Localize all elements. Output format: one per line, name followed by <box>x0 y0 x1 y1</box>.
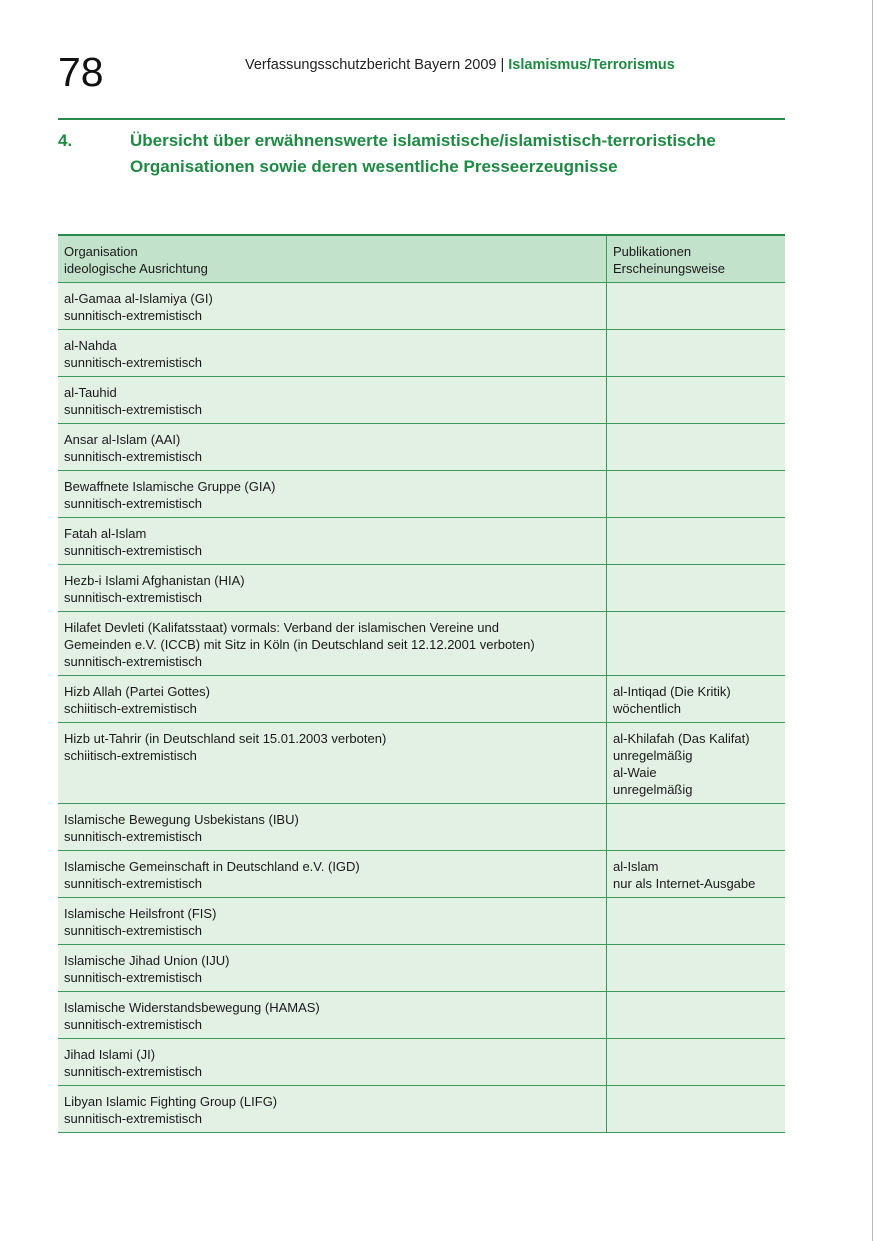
organizations-table <box>58 234 785 1133</box>
organisation-line: Islamische Bewegung Usbekistans (IBU) <box>64 812 299 827</box>
publication-cell <box>607 330 785 376</box>
organisation-cell <box>58 424 607 470</box>
page-edge-line <box>872 0 873 1241</box>
organisation-line: al-Tauhid <box>64 385 117 400</box>
page-number: 78 <box>58 49 104 95</box>
organisation-line: sunnitisch-extremistisch <box>64 1017 202 1032</box>
publication-cell <box>607 804 785 850</box>
publication-cell <box>607 945 785 991</box>
organisation-line: sunnitisch-extremistisch <box>64 355 202 370</box>
table-row <box>58 945 785 992</box>
organisation-line: sunnitisch-extremistisch <box>64 970 202 985</box>
table-row <box>58 1086 785 1133</box>
table-row <box>58 723 785 804</box>
organisation-cell <box>58 945 607 991</box>
publication-line: wöchentlich <box>613 701 681 716</box>
publication-line: nur als Internet-Ausgabe <box>613 876 756 891</box>
publication-line: al-Islam <box>613 859 659 874</box>
organisation-cell <box>58 898 607 944</box>
organisation-line: sunnitisch-extremistisch <box>64 1111 202 1126</box>
organisation-line: Gemeinden e.V. (ICCB) mit Sitz in Köln (in Deutschland seit 12.12.2001 verboten) <box>64 637 535 652</box>
organisation-line: Ansar al-Islam (AAI) <box>64 432 181 447</box>
section-number: 4. <box>58 131 73 150</box>
organisation-line: Hizb Allah (Partei Gottes) <box>64 684 210 699</box>
publication-cell <box>607 565 785 611</box>
table-row <box>58 330 785 377</box>
section-heading-line: Übersicht über erwähnenswerte islamistische/islamistisch-terroristische <box>130 131 716 150</box>
table-row <box>58 518 785 565</box>
organisation-line: sunnitisch-extremistisch <box>64 449 202 464</box>
table-row <box>58 851 785 898</box>
header-rule <box>58 118 785 120</box>
table-row <box>58 377 785 424</box>
organisation-line: Islamische Heilsfront (FIS) <box>64 906 217 921</box>
organisation-line: Islamische Gemeinschaft in Deutschland e.V. (IGD) <box>64 859 360 874</box>
section-heading <box>130 128 790 180</box>
organisation-line: Islamische Widerstandsbewegung (HAMAS) <box>64 1000 320 1015</box>
publication-cell <box>607 518 785 564</box>
table-row <box>58 804 785 851</box>
header-cell-publikationen <box>607 236 785 282</box>
organisation-line: sunnitisch-extremistisch <box>64 590 202 605</box>
organisation-line: al-Gamaa al-Islamiya (GI) <box>64 291 213 306</box>
publication-cell <box>607 283 785 329</box>
organisation-line: al-Nahda <box>64 338 117 353</box>
organisation-line: schiitisch-extremistisch <box>64 701 197 716</box>
table-row <box>58 612 785 676</box>
organisation-line: sunnitisch-extremistisch <box>64 543 202 558</box>
table-row <box>58 676 785 723</box>
organisation-line: sunnitisch-extremistisch <box>64 923 202 938</box>
running-head <box>245 56 675 74</box>
publication-cell <box>607 1039 785 1085</box>
organisation-line: Bewaffnete Islamische Gruppe (GIA) <box>64 479 276 494</box>
organisation-line: Jihad Islami (JI) <box>64 1047 156 1062</box>
organisation-line: sunnitisch-extremistisch <box>64 1064 202 1079</box>
organisation-line: sunnitisch-extremistisch <box>64 654 202 669</box>
organisation-line: sunnitisch-extremistisch <box>64 829 202 844</box>
organisation-cell <box>58 804 607 850</box>
organisation-cell <box>58 1086 607 1132</box>
publication-cell <box>607 377 785 423</box>
publication-cell <box>607 471 785 517</box>
organisation-line: Hezb-i Islami Afghanistan (HIA) <box>64 573 245 588</box>
organisation-cell <box>58 471 607 517</box>
organisation-line: Libyan Islamic Fighting Group (LIFG) <box>64 1094 278 1109</box>
table-row <box>58 898 785 945</box>
table-row <box>58 992 785 1039</box>
publication-line: al-Khilafah (Das Kalifat) <box>613 731 750 746</box>
organisation-cell <box>58 676 607 722</box>
publication-cell <box>607 676 785 722</box>
publication-line: al-Waie <box>613 765 657 780</box>
organisation-line: schiitisch-extremistisch <box>64 748 197 763</box>
organisation-line: sunnitisch-extremistisch <box>64 876 202 891</box>
section-name: Islamismus/Terrorismus <box>508 57 675 73</box>
table-row <box>58 1039 785 1086</box>
organisation-cell <box>58 612 607 675</box>
table-row <box>58 424 785 471</box>
header-cell-organisation <box>58 236 607 282</box>
publication-cell <box>607 612 785 675</box>
table-header-row <box>58 236 785 283</box>
organisation-cell <box>58 330 607 376</box>
publication-cell <box>607 992 785 1038</box>
report-title: Verfassungsschutzbericht Bayern 2009 <box>245 57 497 73</box>
publication-cell <box>607 851 785 897</box>
organisation-cell <box>58 377 607 423</box>
organisation-cell <box>58 565 607 611</box>
organisation-line: Hilafet Devleti (Kalifatsstaat) vormals: Verband der islamischen Vereine und <box>64 620 499 635</box>
publication-cell <box>607 723 785 803</box>
table-row <box>58 471 785 518</box>
publication-line: unregelmäßig <box>613 748 693 763</box>
publication-line: al-Intiqad (Die Kritik) <box>613 684 731 699</box>
publication-line: unregelmäßig <box>613 782 693 797</box>
organisation-line: Hizb ut-Tahrir (in Deutschland seit 15.01.2003 verboten) <box>64 731 387 746</box>
section-heading-line: Organisationen sowie deren wesentliche Presseerzeugnisse <box>130 157 618 176</box>
table-row <box>58 565 785 612</box>
header-label: Publikationen <box>613 244 692 259</box>
organisation-line: Fatah al-Islam <box>64 526 147 541</box>
publication-cell <box>607 898 785 944</box>
organisation-cell <box>58 992 607 1038</box>
organisation-cell <box>58 283 607 329</box>
organisation-cell <box>58 518 607 564</box>
organisation-cell <box>58 723 607 803</box>
organisation-cell <box>58 851 607 897</box>
header-label: Organisation <box>64 244 138 259</box>
header-label: ideologische Ausrichtung <box>64 261 208 276</box>
organisation-line: sunnitisch-extremistisch <box>64 496 202 511</box>
header-label: Erscheinungsweise <box>613 261 726 276</box>
organisation-line: sunnitisch-extremistisch <box>64 402 202 417</box>
publication-cell <box>607 424 785 470</box>
organisation-line: sunnitisch-extremistisch <box>64 308 202 323</box>
organisation-line: Islamische Jihad Union (IJU) <box>64 953 230 968</box>
running-head-separator: | <box>500 57 505 73</box>
organisation-cell <box>58 1039 607 1085</box>
publication-cell <box>607 1086 785 1132</box>
table-row <box>58 283 785 330</box>
